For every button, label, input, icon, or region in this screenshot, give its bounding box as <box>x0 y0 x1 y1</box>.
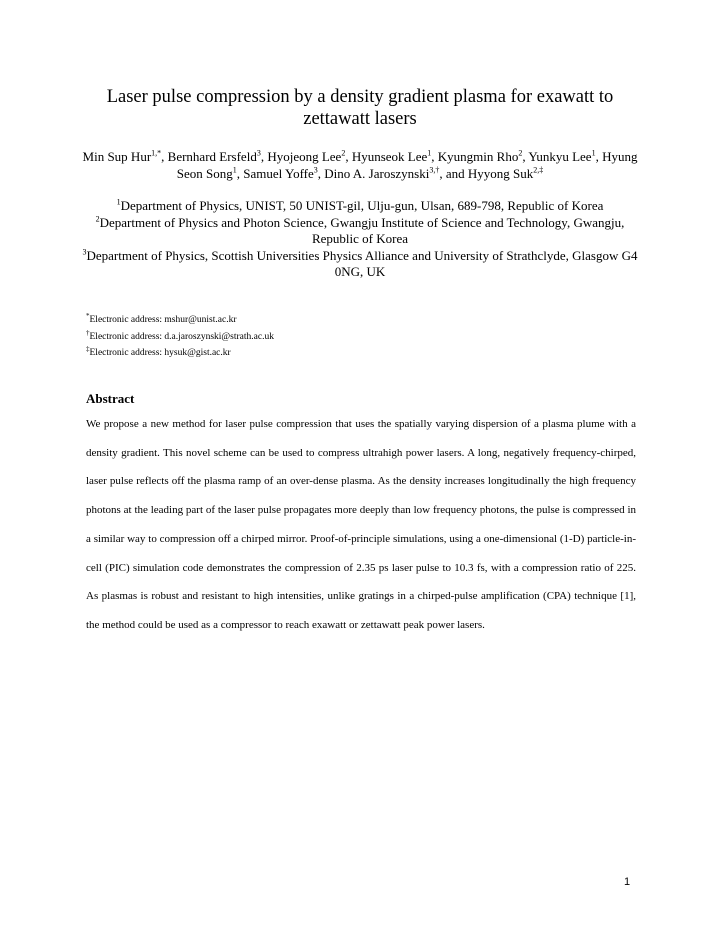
affiliation-sup: 3 <box>82 247 87 257</box>
author-name: Kyungmin Rho <box>437 149 519 164</box>
author <box>243 166 324 181</box>
author-sup: 1 <box>591 148 596 158</box>
paper-title: Laser pulse compression by a density gradient plasma for exawatt to zettawatt lasers <box>106 87 614 129</box>
author-name: Min Sup Hur <box>82 149 152 164</box>
abstract-body: We propose a new method for laser pulse compression that uses the spatially varying dispersion of a plasma plume with a density gradient. This novel scheme can be used to compress ultrahigh power lasers. A long, negatively frequency-chirped, laser pulse reflects off the plasma ramp of an over-dense plasma. As the density increases longitudinally the high frequency photons at the leading part of the laser pulse propagates more deeply than low frequency photons, the pulse is compressed in a similar way to compression off a chirped mirror. Proof-of-principle simulations, using a one-dimensional (1-D) particle-in-cell (PIC) simulation code demonstrates the compression of 2.35 ps laser pulse to 10.3 fs, with a compression ratio of 225. As plasmas is robust and resistant to high intensities, unlike gratings in a chirped-pulse amplification (CPA) technique [1], the method could be used as a compressor to reach exawatt or zettawatt peak power lasers. <box>86 418 636 631</box>
author-sup: 1 <box>427 148 432 158</box>
affiliation-sup: 1 <box>116 197 121 207</box>
affiliation-sup: 2 <box>95 214 100 224</box>
author-sep: , <box>431 149 438 164</box>
footnote-mark: * <box>86 311 90 320</box>
footnote-mark: † <box>86 328 90 337</box>
author-sup: 3,† <box>429 165 440 175</box>
author-name: Dino A. Jaroszynski <box>324 166 430 181</box>
author-name: Samuel Yoffe <box>243 166 314 181</box>
author-sup: 1,* <box>151 148 162 158</box>
email-text: Electronic address: d.a.jaroszynski@strath.ac.uk <box>89 331 274 342</box>
footnote-mark: ‡ <box>86 344 90 353</box>
affiliation-list <box>78 198 642 281</box>
author-sep: , <box>236 166 244 181</box>
author-sep: , <box>595 149 603 164</box>
author-sep: , <box>161 149 168 164</box>
email-footnote <box>86 345 274 362</box>
author <box>267 149 352 164</box>
author-sep: , <box>317 166 325 181</box>
author-name: Bernhard Ersfeld <box>167 149 257 164</box>
email-footnotes <box>86 312 274 362</box>
affiliation-text: Department of Physics, Scottish Universities Physics Alliance and University of Strathclyde, Glasgow G4 0NG, UK <box>86 247 638 279</box>
page-number: 1 <box>624 876 631 888</box>
affiliation-text: Department of Physics and Photon Science, Gwangju Institute of Science and Technology, Gwangju, Republic of Korea <box>99 214 625 246</box>
author-sep: , <box>260 149 268 164</box>
author <box>438 149 529 164</box>
affiliation-text: Department of Physics, UNIST, 50 UNIST-gil, Ulju-gun, Ulsan, 689-798, Republic of Korea <box>120 198 604 213</box>
email-text: Electronic address: mshur@unist.ac.kr <box>89 315 237 325</box>
author <box>468 166 543 181</box>
author <box>352 149 438 164</box>
author-list <box>78 148 642 182</box>
author-sup: 1 <box>232 165 237 175</box>
author-sup: 3 <box>313 165 318 175</box>
author-sup: 2,‡ <box>533 165 544 175</box>
email-text: Electronic address: hysuk@gist.ac.kr <box>89 348 231 358</box>
author-name: Hyunseok Lee <box>351 149 428 164</box>
affiliation <box>78 198 642 215</box>
author-sep: , <box>522 149 529 164</box>
email-footnote <box>86 329 274 346</box>
abstract-heading: Abstract <box>86 391 135 406</box>
author-sup: 3 <box>256 148 261 158</box>
author-name: Hyung Seon Song <box>176 149 638 181</box>
author-sup: 2 <box>341 148 346 158</box>
author <box>168 149 268 164</box>
email-footnote <box>86 312 274 329</box>
author-name: Hyyong Suk <box>467 166 534 181</box>
author-sep: , and <box>439 166 468 181</box>
author-name: Yunkyu Lee <box>528 149 592 164</box>
author-name: Hyojeong Lee <box>267 149 342 164</box>
author <box>83 149 168 164</box>
affiliation <box>78 215 642 248</box>
author <box>324 166 468 181</box>
author-sup: 2 <box>518 148 523 158</box>
affiliation <box>78 248 642 281</box>
author-sep: , <box>345 149 352 164</box>
author <box>528 149 602 164</box>
